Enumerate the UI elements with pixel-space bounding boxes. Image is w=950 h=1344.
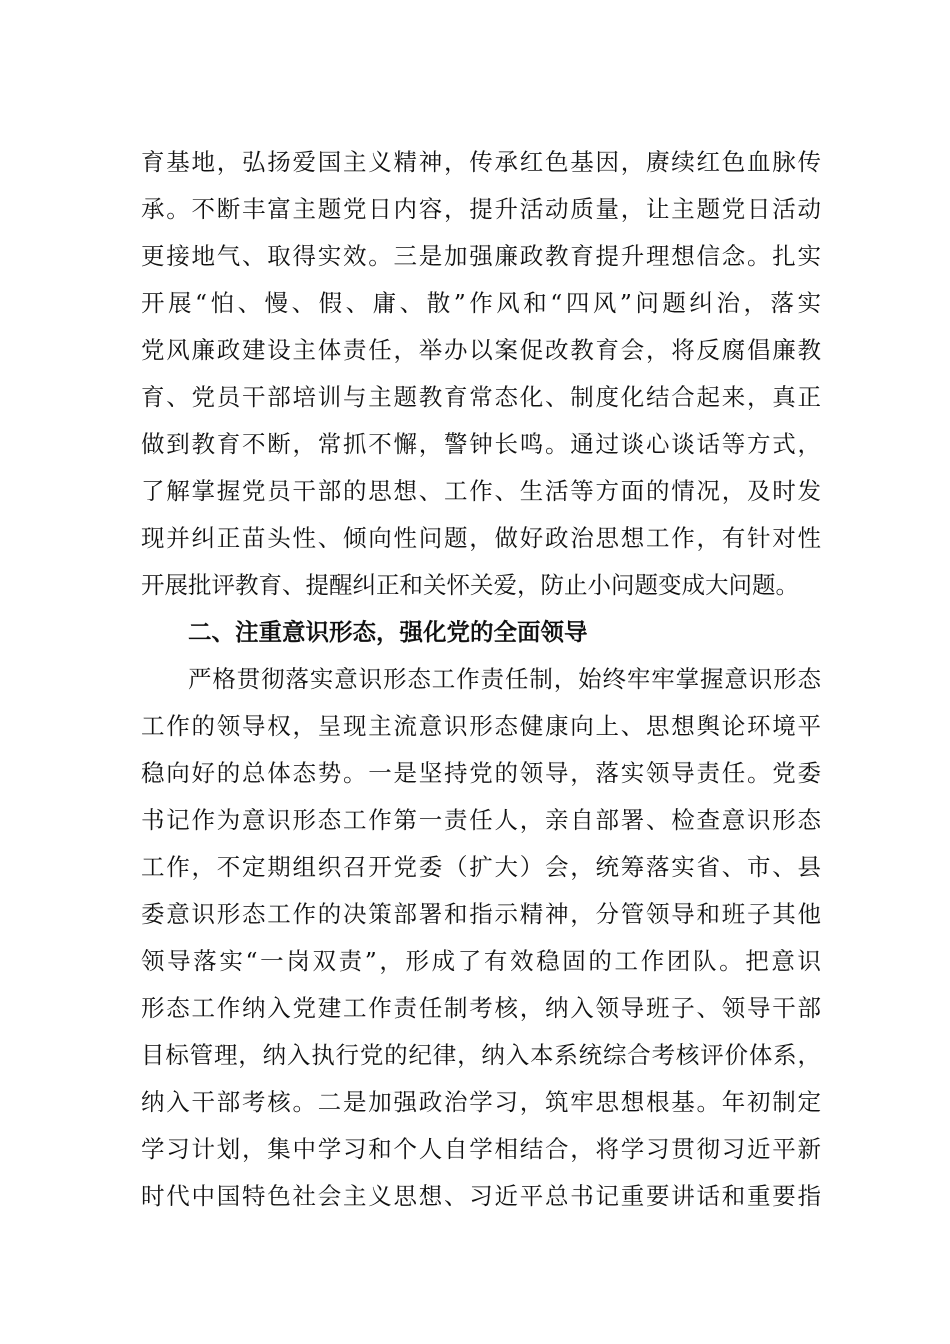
paragraph-line: 领导落实“一岗双责”，形成了有效稳固的工作团队。把意识 xyxy=(141,947,821,975)
paragraph-line: 书记作为意识形态工作第一责任人，亲自部署、检查意识形态 xyxy=(141,806,821,834)
paragraph-line: 稳向好的总体态势。一是坚持党的领导，落实领导责任。党委 xyxy=(141,759,821,787)
paragraph-line: 做到教育不断，常抓不懈，警钟长鸣。通过谈心谈话等方式， xyxy=(141,430,821,458)
paragraph-line: 更接地气、取得实效。三是加强廉政教育提升理想信念。扎实 xyxy=(141,242,821,270)
paragraph-line: 时代中国特色社会主义思想、习近平总书记重要讲话和重要指 xyxy=(141,1182,821,1210)
paragraph-line: 党风廉政建设主体责任，举办以案促改教育会，将反腐倡廉教 xyxy=(141,336,821,364)
paragraph-line: 委意识形态工作的决策部署和指示精神，分管领导和班子其他 xyxy=(141,900,821,928)
paragraph-line: 开展“怕、慢、假、庸、散”作风和“四风”问题纠治，落实 xyxy=(141,289,821,317)
paragraph-line: 现并纠正苗头性、倾向性问题，做好政治思想工作，有针对性 xyxy=(141,524,821,552)
section-heading: 二、注重意识形态，强化党的全面领导 xyxy=(188,618,588,646)
paragraph-line: 承。不断丰富主题党日内容，提升活动质量，让主题党日活动 xyxy=(141,195,821,223)
paragraph-line: 纳入干部考核。二是加强政治学习，筑牢思想根基。年初制定 xyxy=(141,1088,821,1116)
paragraph-line: 学习计划，集中学习和个人自学相结合，将学习贯彻习近平新 xyxy=(141,1135,821,1163)
paragraph-line: 开展批评教育、提醒纠正和关怀关爱，防止小问题变成大问题。 xyxy=(141,571,799,599)
paragraph-line: 了解掌握党员干部的思想、工作、生活等方面的情况，及时发 xyxy=(141,477,821,505)
paragraph-line: 形态工作纳入党建工作责任制考核，纳入领导班子、领导干部 xyxy=(141,994,821,1022)
paragraph-line: 目标管理，纳入执行党的纪律，纳入本系统综合考核评价体系， xyxy=(141,1041,821,1069)
paragraph-line: 工作，不定期组织召开党委（扩大）会，统筹落实省、市、县 xyxy=(141,853,821,881)
paragraph-line: 育基地，弘扬爱国主义精神，传承红色基因，赓续红色血脉传 xyxy=(141,148,821,176)
paragraph-line: 育、党员干部培训与主题教育常态化、制度化结合起来，真正 xyxy=(141,383,821,411)
paragraph-line: 严格贯彻落实意识形态工作责任制，始终牢牢掌握意识形态 xyxy=(188,665,821,693)
paragraph-line: 工作的领导权，呈现主流意识形态健康向上、思想舆论环境平 xyxy=(141,712,821,740)
